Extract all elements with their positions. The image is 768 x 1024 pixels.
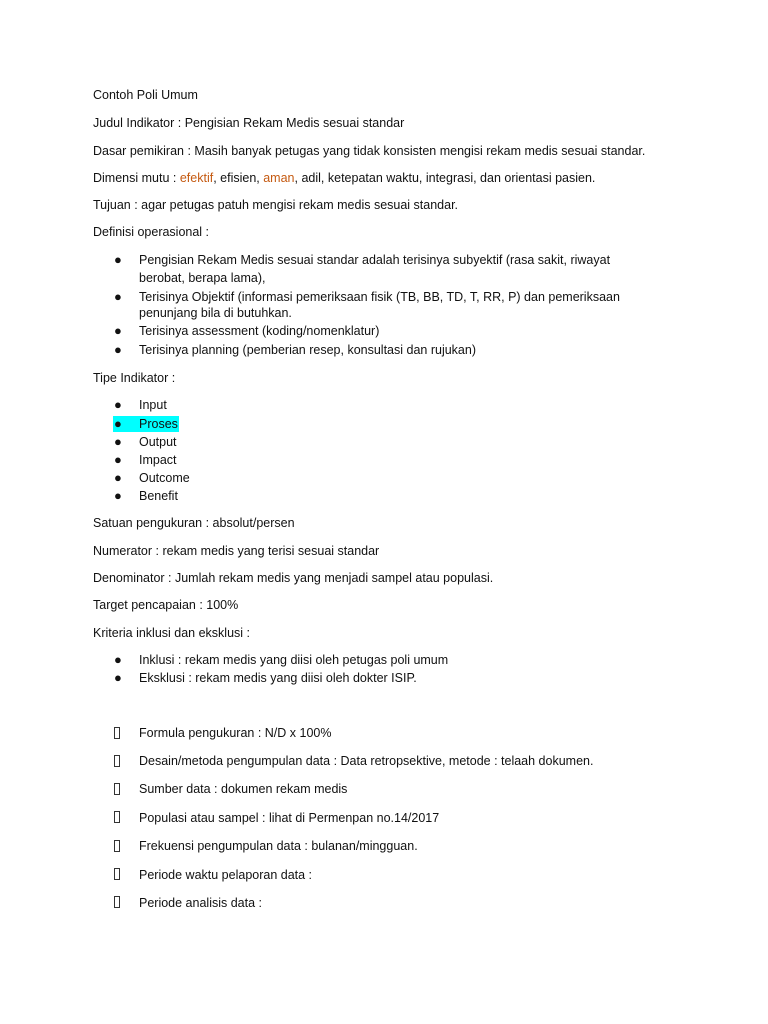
bullet-icon: ● [114,470,122,485]
list-item: Eksklusi : rekam medis yang diisi oleh dokter ISIP. [139,671,417,685]
numerator: Numerator : rekam medis yang terisi sesuai standar [93,544,380,558]
bullet-icon: ● [114,289,122,304]
list-item: Impact [139,453,177,467]
field-periode-analisis: Periode analisis data : [139,896,262,910]
bullet-icon: ● [114,670,122,685]
dimensi-rest: , adil, ketepatan waktu, integrasi, dan orientasi pasien. [294,171,596,185]
missing-glyph-icon [114,896,120,908]
list-item: Output [139,435,177,449]
kriteria-heading: Kriteria inklusi dan eksklusi : [93,626,251,640]
list-item: Inklusi : rekam medis yang diisi oleh petugas poli umum [139,653,449,667]
doc-title: Contoh Poli Umum [93,88,198,102]
denominator: Denominator : Jumlah rekam medis yang menjadi sampel atau populasi. [93,571,494,585]
bullet-icon: ● [114,434,122,449]
list-item: Terisinya Objektif (informasi pemeriksaan fisik (TB, BB, TD, T, RR, P) dan pemeriksaan [139,290,620,304]
field-periode-pelaporan: Periode waktu pelaporan data : [139,868,313,882]
dimensi-efektif: efektif [179,171,214,185]
bullet-icon: ● [114,416,122,431]
missing-glyph-icon [114,868,120,880]
bullet-icon: ● [114,452,122,467]
dimensi-prefix: Dimensi mutu : [93,171,180,185]
dasar-pemikiran: Dasar pemikiran : Masih banyak petugas yang tidak konsisten mengisi rekam medis sesuai standar. [93,144,646,158]
bullet-icon: ● [114,488,122,503]
dimensi-aman: aman [263,171,295,185]
bullet-icon: ● [114,252,122,267]
list-item: Terisinya planning (pemberian resep, konsultasi dan rujukan) [139,343,476,357]
target-pencapaian: Target pencapaian : 100% [93,598,239,612]
field-formula: Formula pengukuran : N/D x 100% [139,726,332,740]
list-item-continuation: berobat, berapa lama), [139,271,266,285]
list-item: Terisinya assessment (koding/nomenklatur) [139,324,380,338]
missing-glyph-icon [114,783,120,795]
missing-glyph-icon [114,840,120,852]
definisi-heading: Definisi operasional : [93,225,210,239]
list-item: Input [139,398,167,412]
bullet-icon: ● [114,323,122,338]
field-desain: Desain/metoda pengumpulan data : Data retropsektive, metode : telaah dokumen. [139,754,594,768]
bullet-icon: ● [114,397,122,412]
satuan-pengukuran: Satuan pengukuran : absolut/persen [93,516,295,530]
list-item: Outcome [139,471,190,485]
list-item-continuation: penunjang bila di butuhkan. [139,306,292,320]
list-item-highlighted: Proses [139,417,178,431]
dimensi-mutu [93,170,595,186]
field-sumber: Sumber data : dokumen rekam medis [139,782,348,796]
field-populasi: Populasi atau sampel : lihat di Permenpan no.14/2017 [139,811,440,825]
bullet-icon: ● [114,652,122,667]
missing-glyph-icon [114,755,120,767]
judul-indikator: Judul Indikator : Pengisian Rekam Medis sesuai standar [93,116,405,130]
bullet-icon: ● [114,342,122,357]
tujuan: Tujuan : agar petugas patuh mengisi rekam medis sesuai standar. [93,198,459,212]
list-item: Benefit [139,489,178,503]
dimensi-efisien: , efisien, [213,171,264,185]
field-frekuensi: Frekuensi pengumpulan data : bulanan/mingguan. [139,839,418,853]
list-item: Pengisian Rekam Medis sesuai standar adalah terisinya subyektif (rasa sakit, riwayat [139,253,611,267]
missing-glyph-icon [114,811,120,823]
missing-glyph-icon [114,727,120,739]
tipe-heading: Tipe Indikator : [93,371,176,385]
